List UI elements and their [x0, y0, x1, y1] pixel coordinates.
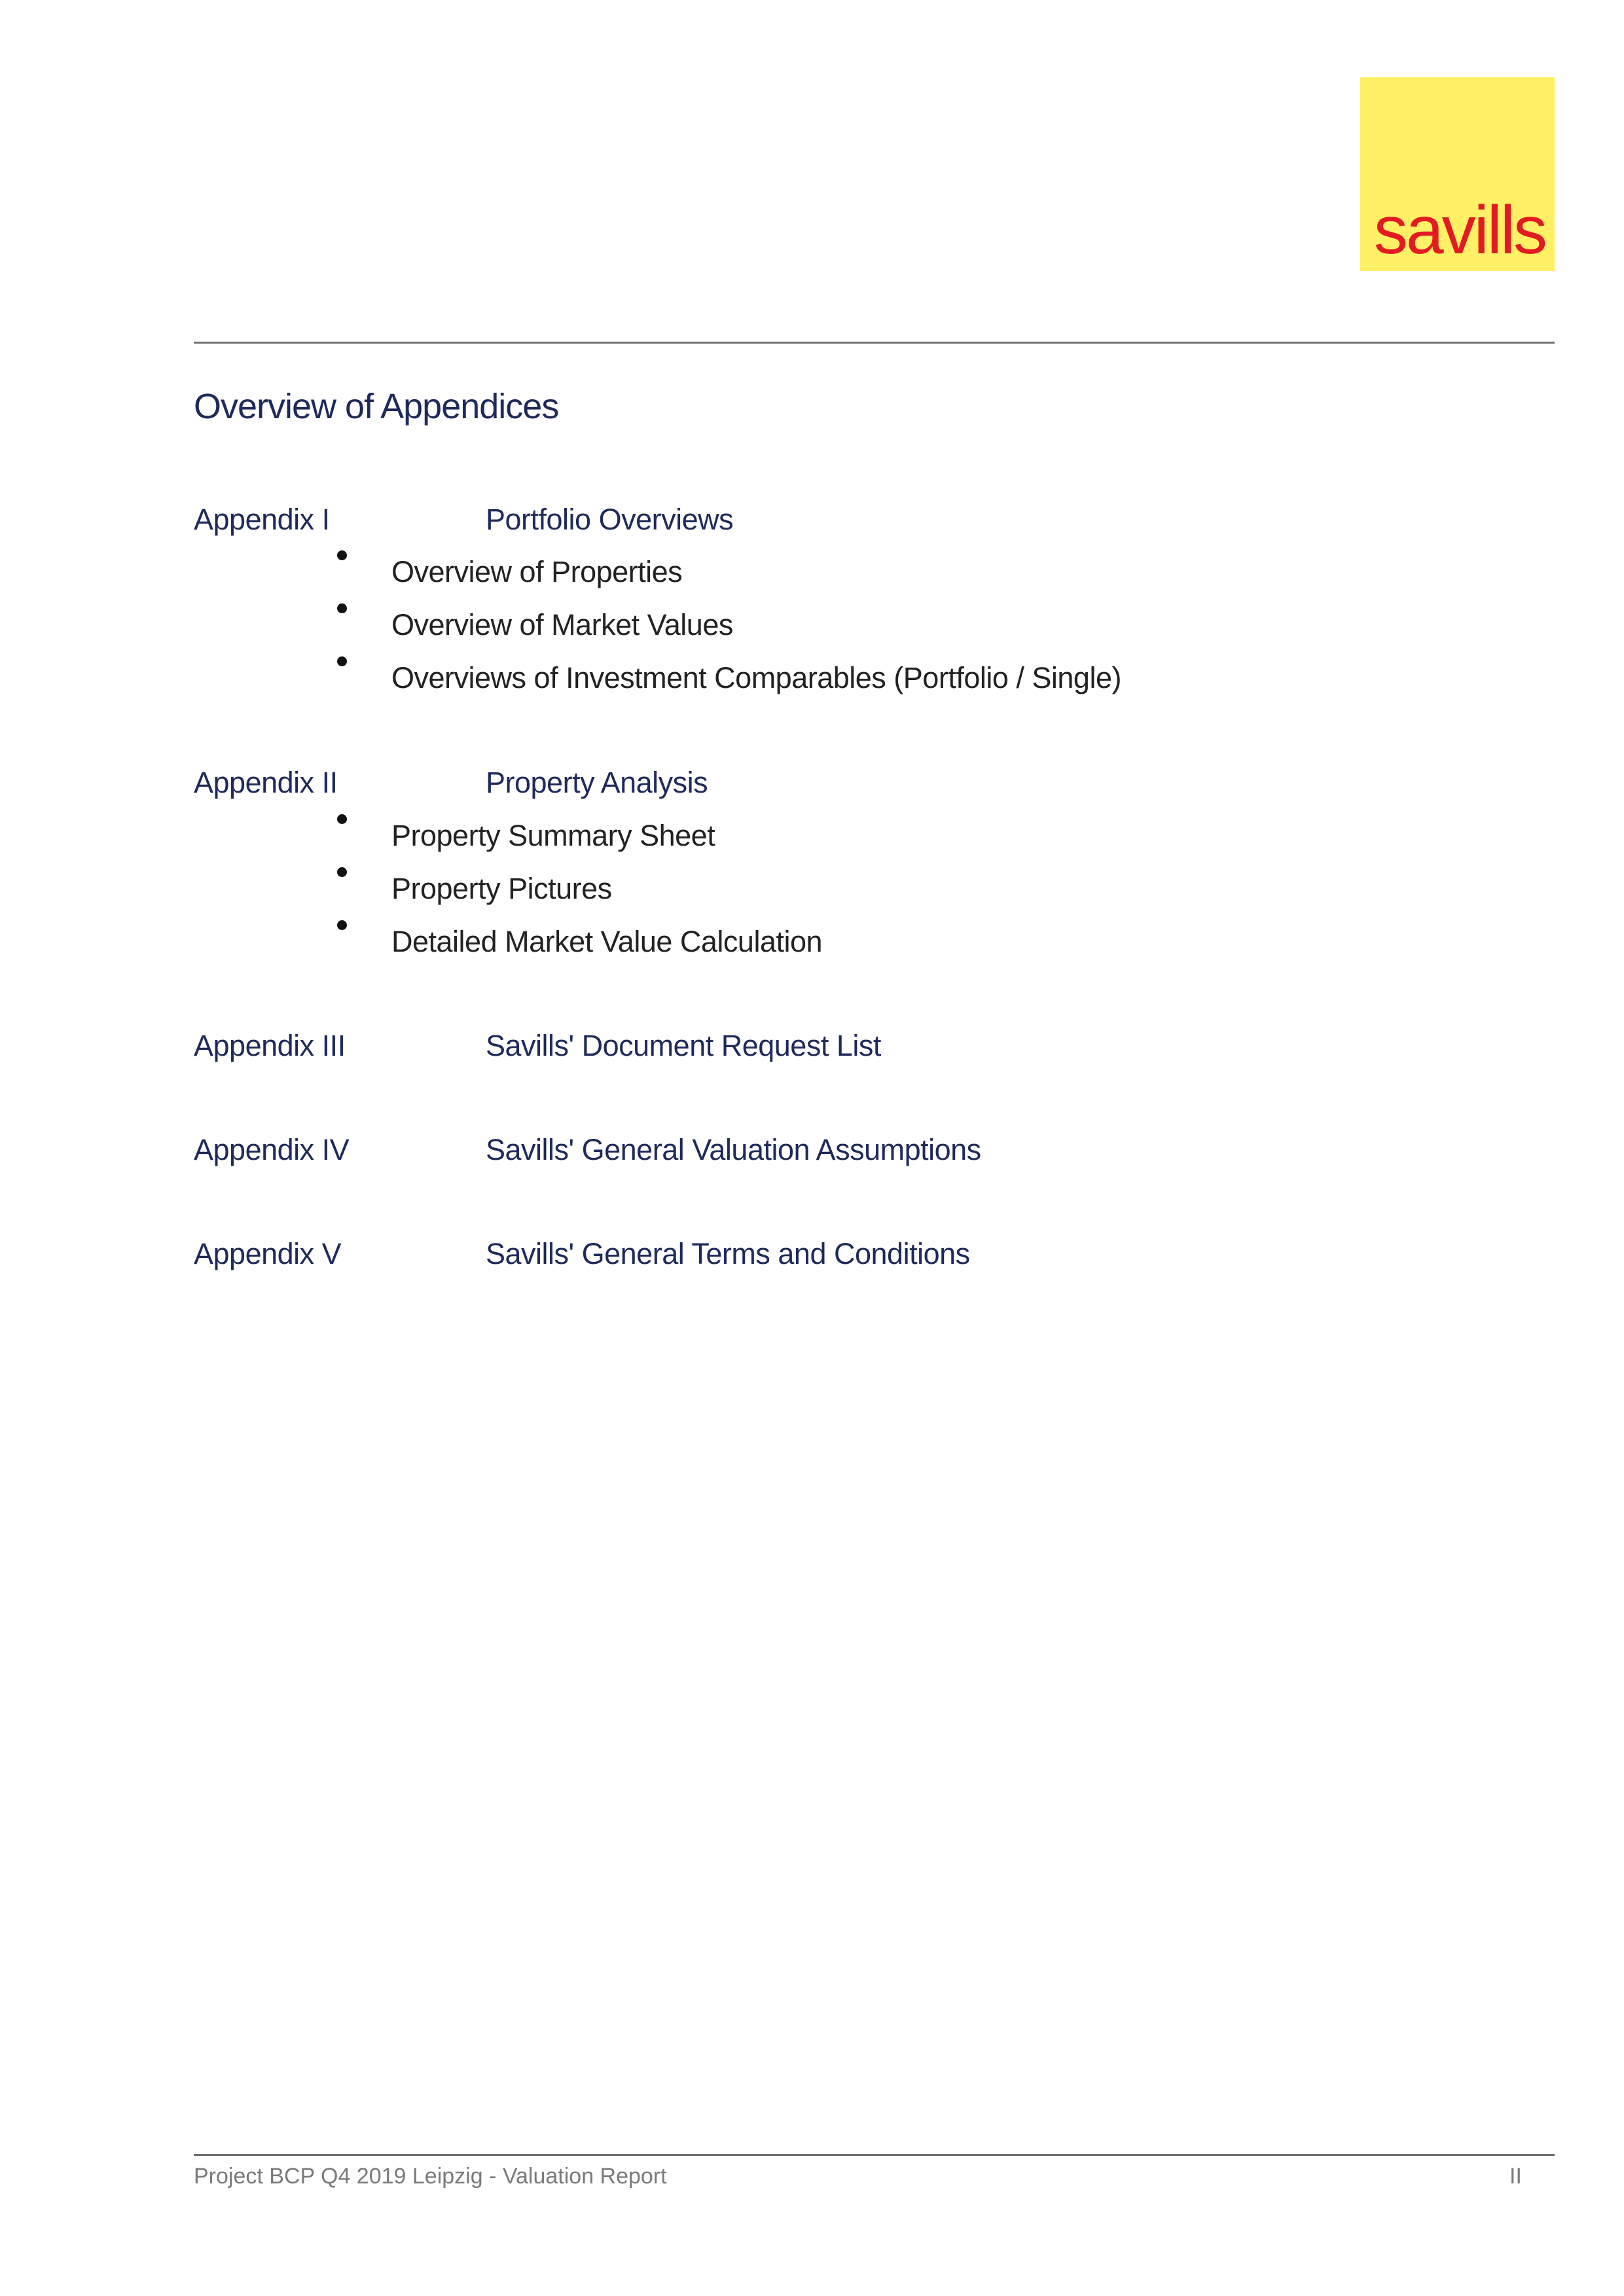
list-item-text: Property Summary Sheet: [391, 819, 715, 852]
appendix-title: Savills' General Terms and Conditions: [486, 1237, 970, 1270]
appendix-title: Property Analysis: [486, 766, 708, 799]
bullet-icon: [337, 550, 347, 560]
appendix-label: Appendix V: [194, 1237, 342, 1270]
list-item-text: Overview of Properties: [391, 555, 683, 588]
appendix-label: Appendix I: [194, 503, 330, 536]
footer-divider: [194, 2154, 1555, 2156]
bullet-icon: [337, 814, 347, 824]
appendix-title: Savills' Document Request List: [486, 1029, 881, 1062]
list-item-text: Overview of Market Values: [391, 608, 733, 641]
appendix-title: Portfolio Overviews: [486, 503, 734, 536]
list-item-text: Overviews of Investment Comparables (Portfolio / Single): [391, 661, 1121, 694]
appendix-label: Appendix II: [194, 766, 338, 799]
page-number: II: [1509, 2164, 1522, 2189]
bullet-icon: [337, 920, 347, 930]
bullet-icon: [337, 867, 347, 877]
page-title: Overview of Appendices: [194, 387, 559, 426]
header-divider: [194, 342, 1555, 344]
appendix-label: Appendix III: [194, 1029, 346, 1062]
savills-logo: [1360, 77, 1555, 271]
list-item-text: Detailed Market Value Calculation: [391, 925, 823, 958]
list-item-text: Property Pictures: [391, 872, 612, 905]
bullet-icon: [337, 656, 347, 666]
appendix-title: Savills' General Valuation Assumptions: [486, 1133, 981, 1166]
logo-text: savills: [1373, 192, 1545, 268]
bullet-icon: [337, 603, 347, 613]
footer-text: Project BCP Q4 2019 Leipzig - Valuation Report: [194, 2164, 667, 2189]
appendix-label: Appendix IV: [194, 1133, 350, 1166]
